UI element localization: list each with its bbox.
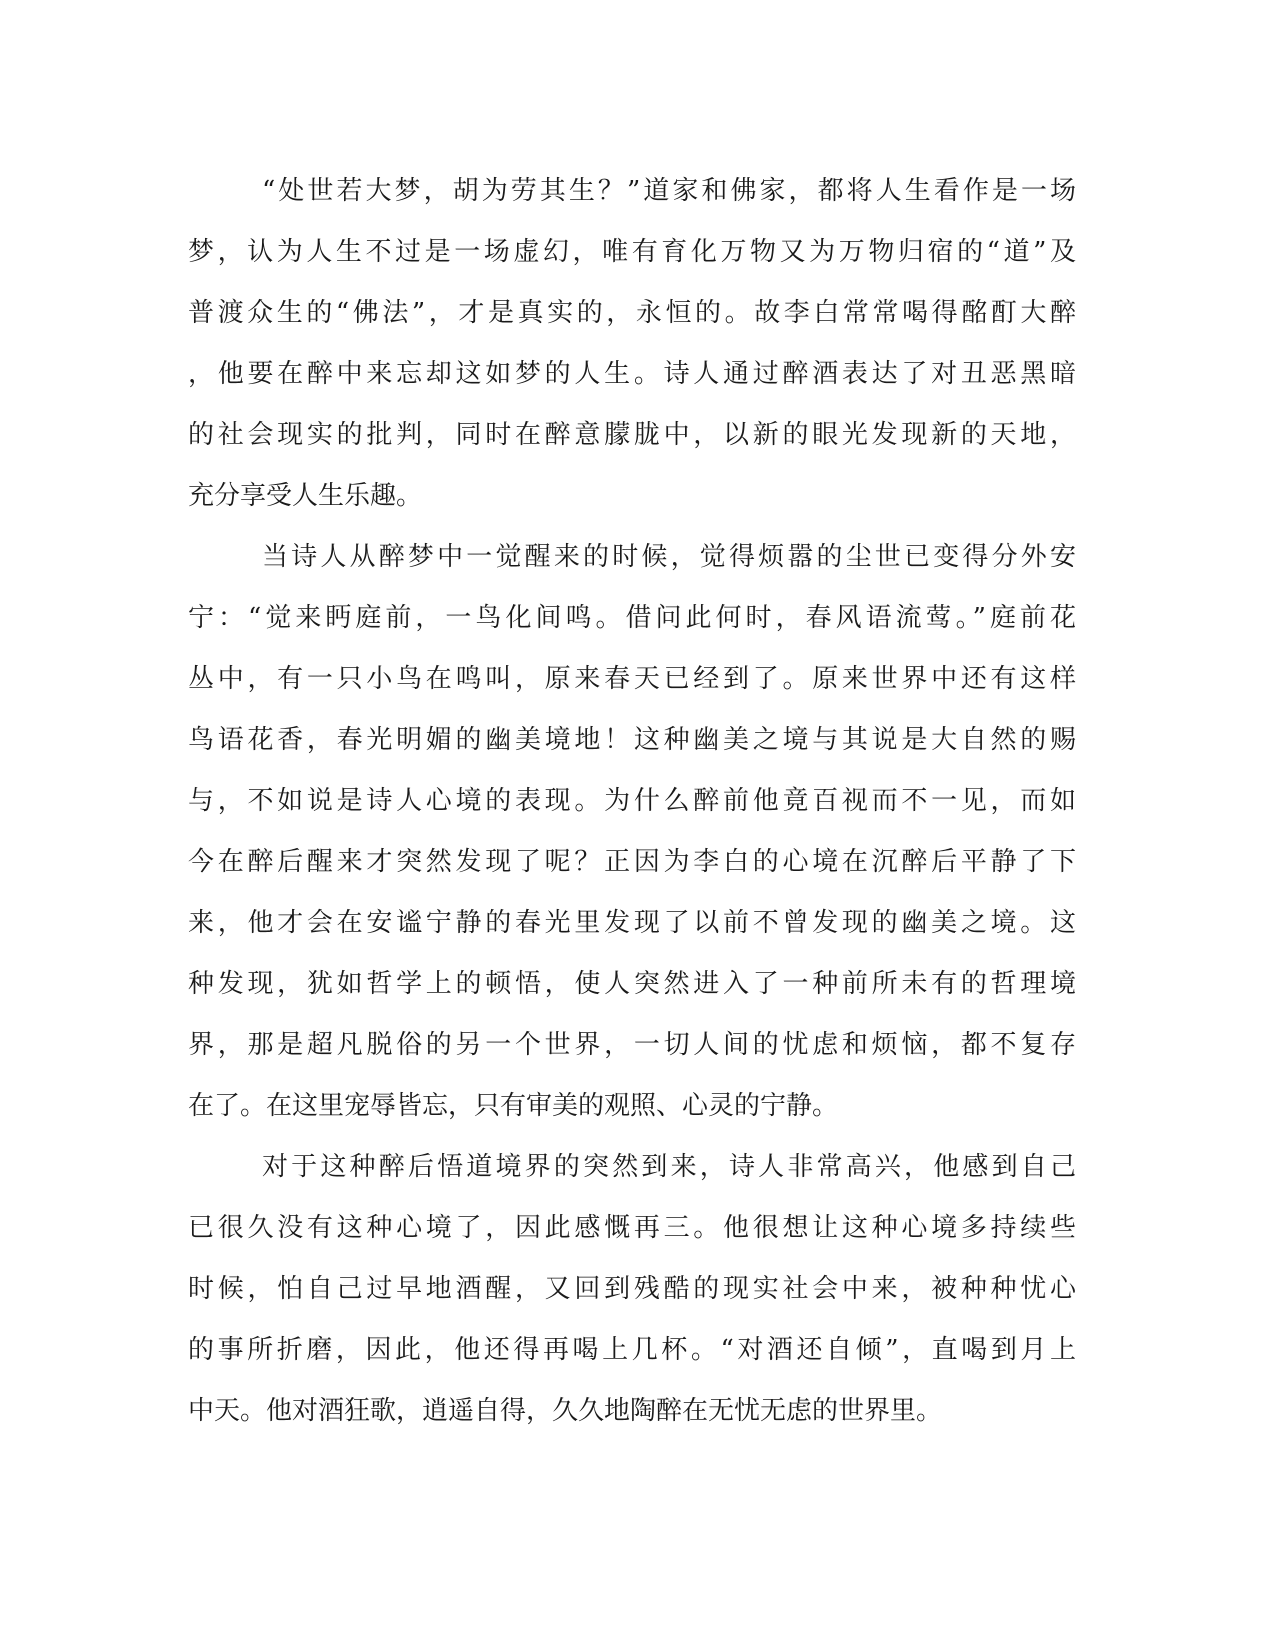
- paragraph-line: 丛中，有一只小鸟在鸣叫，原来春天已经到了。原来世界中还有这样: [188, 664, 1076, 694]
- paragraph-line: 来，他才会在安谧宁静的春光里发现了以前不曾发现的幽美之境。这: [188, 908, 1076, 938]
- paragraph-line: 梦，认为人生不过是一场虚幻，唯有育化万物又为万物归宿的“道”及: [188, 237, 1076, 267]
- paragraph-line: 时候，怕自己过早地酒醒，又回到残酷的现实社会中来，被种种忧心: [188, 1274, 1076, 1304]
- paragraph-line: 鸟语花香，春光明媚的幽美境地！这种幽美之境与其说是大自然的赐: [188, 725, 1076, 755]
- paragraph-line: 中天。他对酒狂歌，逍遥自得，久久地陶醉在无忧无虑的世界里。: [188, 1396, 943, 1426]
- paragraph-line: 与，不如说是诗人心境的表现。为什么醉前他竟百视而不一见，而如: [188, 786, 1076, 816]
- paragraph-line: 已很久没有这种心境了，因此感慨再三。他很想让这种心境多持续些: [188, 1213, 1076, 1243]
- paragraph-line: 宁：“觉来眄庭前，一鸟化间鸣。借问此何时，春风语流莺。”庭前花: [188, 603, 1076, 633]
- paragraph-line: “处世若大梦，胡为劳其生？”道家和佛家，都将人生看作是一场: [262, 176, 1076, 206]
- paragraph-line: 今在醉后醒来才突然发现了呢？正因为李白的心境在沉醉后平静了下: [188, 847, 1076, 877]
- paragraph-line: 界，那是超凡脱俗的另一个世界，一切人间的忧虑和烦恼，都不复存: [188, 1030, 1076, 1060]
- paragraph-line: 的社会现实的批判，同时在醉意朦胧中，以新的眼光发现新的天地，: [188, 420, 1076, 450]
- paragraph-line: 在了。在这里宠辱皆忘，只有审美的观照、心灵的宁静。: [188, 1091, 839, 1121]
- paragraph-line: 种发现，犹如哲学上的顿悟，使人突然进入了一种前所未有的哲理境: [188, 969, 1076, 999]
- paragraph-line: 充分享受人生乐趣。: [188, 481, 423, 511]
- paragraph-line: ，他要在醉中来忘却这如梦的人生。诗人通过醉酒表达了对丑恶黑暗: [188, 359, 1076, 389]
- paragraph-1: [188, 161, 1076, 527]
- paragraph-line: 当诗人从醉梦中一觉醒来的时候，觉得烦嚣的尘世已变得分外安: [262, 542, 1076, 572]
- paragraph-line: 普渡众生的“佛法”，才是真实的，永恒的。故李白常常喝得酩酊大醉: [188, 298, 1076, 328]
- paragraph-line: 对于这种醉后悟道境界的突然到来，诗人非常高兴，他感到自己: [262, 1152, 1076, 1182]
- paragraph-line: 的事所折磨，因此，他还得再喝上几杯。“对酒还自倾”，直喝到月上: [188, 1335, 1076, 1365]
- essay-body: [188, 161, 1076, 1442]
- paragraph-2: [188, 527, 1076, 1137]
- paragraph-3: [188, 1137, 1076, 1442]
